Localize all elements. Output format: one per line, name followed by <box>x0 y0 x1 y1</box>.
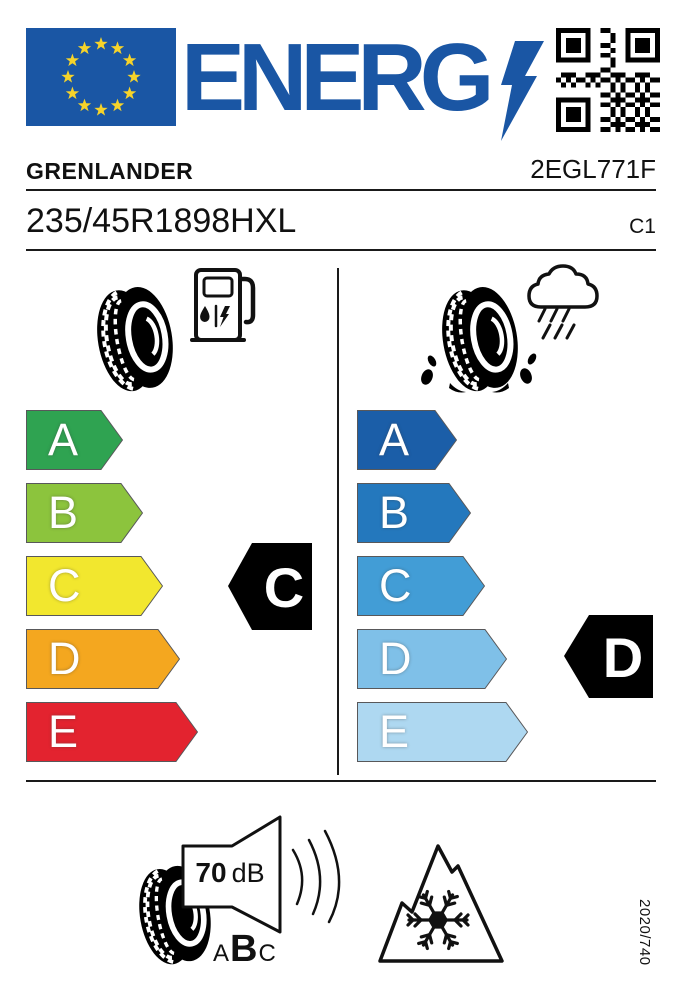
wet-class-bar-e <box>357 702 528 762</box>
wet-class-letter: C <box>379 560 412 611</box>
divider-line-1 <box>26 189 656 191</box>
noise-db-label <box>186 856 274 890</box>
fuel-rating-letter: C <box>263 556 305 619</box>
fuel-class-bar-e <box>26 702 198 762</box>
fuel-class-bar-b <box>26 483 143 543</box>
noise-unit: dB <box>231 857 265 888</box>
wet-class-bar-d <box>357 629 507 689</box>
tire-fuel-pump-icon <box>88 258 258 406</box>
fuel-class-bar-a <box>26 410 123 470</box>
divider-line-2 <box>26 249 656 251</box>
energ-logo-text: ENERG <box>181 24 488 131</box>
fuel-class-letter: A <box>48 414 79 465</box>
fuel-class-letter: E <box>48 706 79 757</box>
wet-class-bar-c <box>357 556 485 616</box>
fuel-class-letter: C <box>48 560 81 611</box>
model-code: 2EGL771F <box>530 154 656 184</box>
fuel-class-letter: D <box>48 633 81 684</box>
lightning-bolt-icon <box>499 41 545 141</box>
wet-rating-arrow <box>564 615 653 698</box>
mountain-snowflake-icon <box>378 844 506 966</box>
fuel-class-letter: B <box>48 487 79 538</box>
center-divider-line <box>337 268 339 775</box>
fuel-rating-arrow <box>228 543 312 630</box>
tire-rain-cloud-icon <box>420 255 610 405</box>
wet-class-letter: B <box>379 487 410 538</box>
tyre-class: C1 <box>629 215 656 238</box>
noise-value: 70 <box>195 857 227 888</box>
noise-class-a: A <box>213 940 231 967</box>
regulation-number: 2020/740 <box>636 899 653 966</box>
fuel-class-bar-d <box>26 629 180 689</box>
eu-flag-icon <box>26 28 176 126</box>
brand-name: GRENLANDER <box>26 158 194 184</box>
qr-code-icon <box>556 28 660 132</box>
wet-class-letter: A <box>379 414 410 465</box>
wet-class-letter: D <box>379 633 412 684</box>
wet-rating-letter: D <box>602 626 644 689</box>
fuel-class-bar-c <box>26 556 163 616</box>
divider-line-3 <box>26 780 656 782</box>
wet-class-bar-a <box>357 410 457 470</box>
tyre-size-designation: 235/45R1898HXL <box>26 202 297 240</box>
noise-class-c: C <box>258 940 277 967</box>
sound-wave-arcs <box>293 831 339 922</box>
wet-class-bar-b <box>357 483 471 543</box>
wet-class-letter: E <box>379 706 410 757</box>
noise-class-b-selected: B <box>230 928 259 970</box>
noise-class-letters <box>213 928 293 968</box>
